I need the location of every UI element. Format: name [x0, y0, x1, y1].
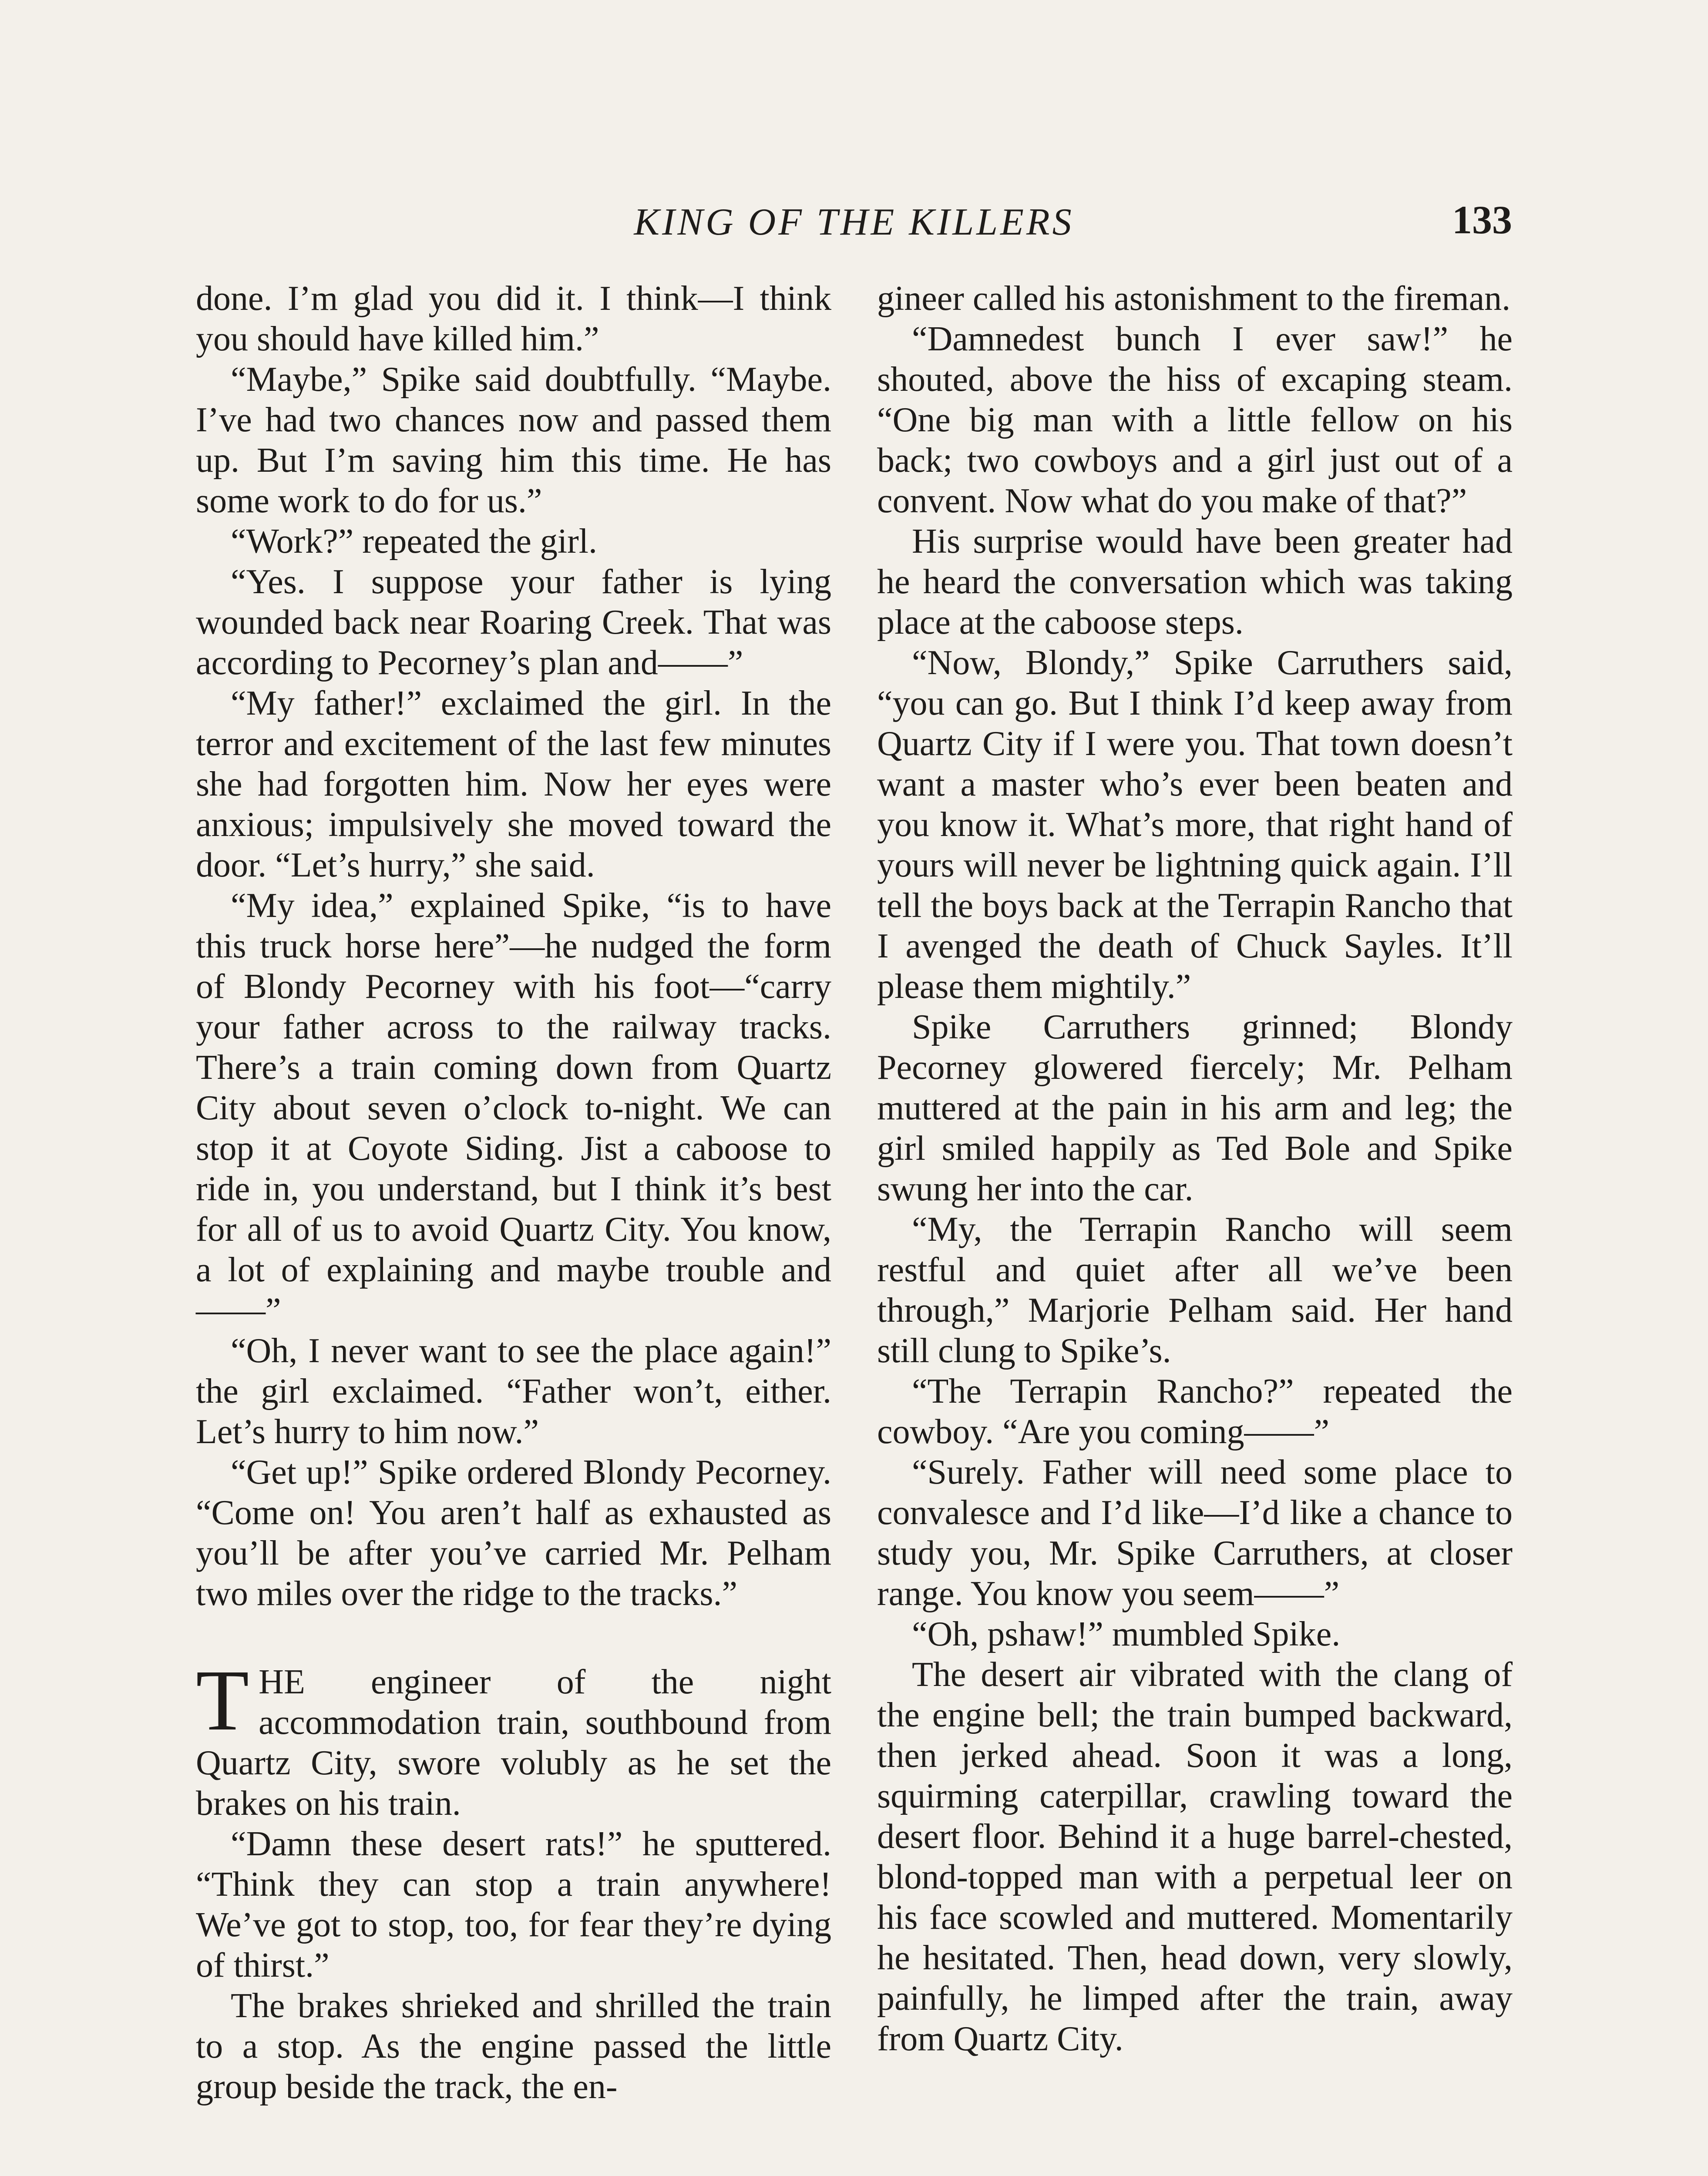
section-opening-text: HE engineer of the night accommodation train, southbound from Quartz City, swore volubly as he set the brakes on his train.	[196, 1663, 831, 1823]
drop-cap: T	[196, 1652, 249, 1749]
paragraph: “Work?” repeated the girl.	[231, 522, 597, 561]
paragraph: “My father!” exclaimed the girl. In the terror and excitement of the last few minutes she had forgotten him. Now her eyes were anxious; impulsively she moved toward the door. “Let’s hurry,” she said.	[196, 684, 831, 884]
paragraph: The brakes shrieked and shrilled the train to a stop. As the engine passed the little group beside the track, the en-	[196, 1987, 831, 2106]
paragraph: His surprise would have been greater had he heard the conversation which was taking place at the caboose steps.	[877, 522, 1513, 641]
paragraph: “My idea,” explained Spike, “is to have this truck horse here”—he nudged the form of Blondy Pecorney with his foot—“carry your father across to the railway tracks. There’s a train coming down from Quartz City about seven o’clock to-night. We can stop it at Coyote Siding. Jist a caboose to ride in, you understand, but I think it’s best for all of us to avoid Quartz City. You know, a lot of explaining and maybe trouble and——”	[196, 887, 831, 1330]
paragraph: “Now, Blondy,” Spike Carruthers said, “you can go. But I think I’d keep away from Quartz City if I were you. That town doesn’t want a master who’s ever been beaten and you know it. What’s more, that right hand of yours will never be lightning quick again. I’ll tell the boys back at the Terrapin Rancho that I avenged the death of Chuck Sayles. It’ll please them mightily.”	[877, 644, 1513, 1006]
paragraph: “Surely. Father will need some place to convalesce and I’d like—I’d like a chance to study you, Mr. Spike Carruthers, at closer range. You know you seem——”	[877, 1453, 1513, 1613]
left-column	[196, 279, 831, 2107]
paragraph: “Maybe,” Spike said doubtfully. “Maybe. I’ve had two chances now and passed them up. But I’m saving him this time. He has some work to do for us.”	[196, 360, 831, 520]
running-title: KING OF THE KILLERS	[634, 201, 1074, 243]
paragraph: “The Terrapin Rancho?” repeated the cowboy. “Are you coming——”	[877, 1372, 1513, 1451]
page-header	[196, 200, 1512, 252]
section-opening-paragraph	[196, 1652, 831, 1824]
paragraph: gineer called his astonishment to the fireman.	[877, 279, 1511, 318]
paragraph: “Get up!” Spike ordered Blondy Pecorney. “Come on! You aren’t half as exhausted as you’ll be after you’ve carried Mr. Pelham two miles over the ridge to the tracks.”	[196, 1453, 831, 1613]
paragraph: “Yes. I suppose your father is lying wounded back near Roaring Creek. That was according to Pecorney’s plan and——”	[196, 563, 831, 682]
paragraph: The desert air vibrated with the clang of the engine bell; the train bumped backward, then jerked ahead. Soon it was a long, squirming caterpillar, crawling toward the desert floor. Behind it a huge barrel-chested, blond-topped man with a perpetual leer on his face scowled and muttered. Momentarily he hesitated. Then, head down, very slowly, painfully, he limped after the train, away from Quartz City.	[877, 1656, 1513, 2058]
paragraph: done. I’m glad you did it. I think—I think you should have killed him.”	[196, 279, 831, 358]
paragraph: “My, the Terrapin Rancho will seem restful and quiet after all we’ve been through,” Marjorie Pelham said. Her hand still clung to Spike’s.	[877, 1210, 1513, 1370]
paragraph: “Oh, pshaw!” mumbled Spike.	[912, 1615, 1341, 1653]
paragraph: “Damnedest bunch I ever saw!” he shouted, above the hiss of excaping steam. “One big man with a little fellow on his back; two cowboys and a girl just out of a convent. Now what do you make of that?”	[877, 320, 1513, 520]
page-number: 133	[1452, 198, 1512, 242]
paragraph: “Damn these desert rats!” he sputtered. “Think they can stop a train anywhere! We’ve got to stop, too, for fear they’re dying of thirst.”	[196, 1825, 831, 1985]
paragraph: “Oh, I never want to see the place again!” the girl exclaimed. “Father won’t, either. Let’s hurry to him now.”	[196, 1332, 831, 1451]
right-column	[877, 279, 1513, 2059]
paragraph: Spike Carruthers grinned; Blondy Pecorney glowered fiercely; Mr. Pelham muttered at the pain in his arm and leg; the girl smiled happily as Ted Bole and Spike swung her into the car.	[877, 1008, 1513, 1208]
